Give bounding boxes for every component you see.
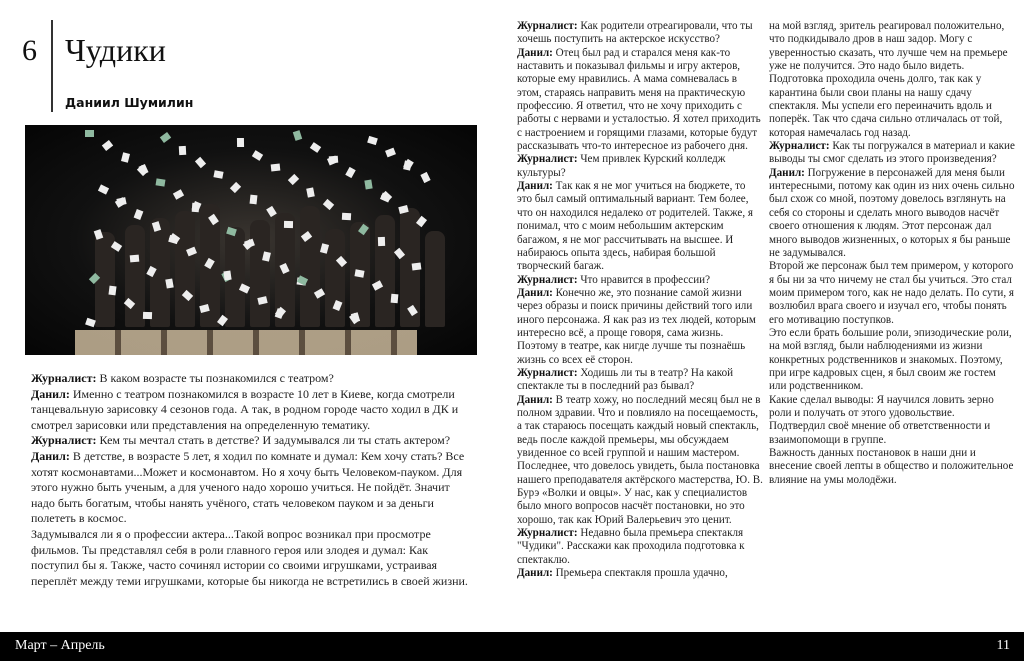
- flying-paper: [310, 142, 321, 153]
- speaker-label: Данил:: [517, 286, 553, 299]
- flying-paper: [420, 172, 430, 183]
- flying-paper: [412, 262, 422, 270]
- paragraph-text: Чем привлек Курский колледж культуры?: [517, 153, 726, 179]
- paragraph-text: Отец был рад и старался меня как-то наставить и показывал фильмы и игру актеров, которые ему нравились. А мама сомневалась в этом, стараясь направить меня на практическую профессию. Я ответил, что не хочу приходить с работы с нервами и усталостью. Я хотел приходить с настроением и горящими глазами, которые будут рассказывать что-то интересное из рабочего дня.: [517, 46, 761, 153]
- paragraph-text: Именно с театром познакомился в возрасте 10 лет в Киеве, когда смотрели танцевальную зарисовку 4 сезонов года. А так, в родном городе часто ходил в ДК и смотрел зарисовки или представления на определенную тематику.: [31, 386, 459, 432]
- flying-paper: [85, 130, 94, 137]
- speaker-label: Журналист:: [31, 433, 97, 448]
- speaker-label: Журналист:: [769, 140, 830, 153]
- flying-paper: [223, 271, 231, 281]
- flying-paper: [306, 187, 315, 197]
- flying-paper: [378, 237, 385, 246]
- actor-silhouette: [325, 229, 345, 327]
- paragraph-text: Второй же персонаж был тем примером, у которого я бы ни за что ничему не стал бы учиться. Это стал моим примером того, как не надо делать. По сути, я возлюбил врага своего и изучал его, чтобы понять его мотивацию поступков.: [769, 260, 1015, 326]
- flying-paper: [354, 269, 364, 277]
- interview-paragraph: [769, 260, 1015, 327]
- speaker-label: Данил:: [31, 386, 70, 401]
- actor-silhouette: [375, 215, 395, 327]
- interview-paragraph: [517, 153, 763, 180]
- paragraph-text: Подтвердил своё мнение об ответственности и взаимопомощи в группе.: [769, 420, 991, 446]
- paragraph-text: Недавно была премьера спектакля "Чудики". Расскажи как проходила подготовка к спектаклю.: [517, 527, 745, 566]
- interview-column-middle: [517, 20, 763, 580]
- paragraph-text: Подготовка проходила очень долго, так как у карантина были свои планы на нашу сдачу спектакля. Мы успели его переиначить вдоль и поперёк. Так что сдача сильно отличалась от той, которая намечалась год назад.: [769, 73, 1003, 139]
- flying-paper: [173, 189, 184, 199]
- interview-paragraph: [769, 327, 1015, 394]
- interview-paragraph: [517, 20, 763, 47]
- paragraph-text: на мой взгляд, зритель реагировал положительно, что подкидывало дров в наш задор. Могу с уверенностью сказать, что лучше чем на премьере уже не получится. Это надо было видеть.: [769, 20, 1008, 73]
- interview-paragraph: [769, 447, 1015, 487]
- paragraph-text: Ходишь ли ты в театр? На какой спектакле ты в последний раз бывал?: [517, 366, 734, 393]
- paragraph-text: Погружение в персонажей для меня были интересными, потому как один из них очень сильно был схож со мной, поэтому довелось взглянуть на себя со стороны и сделать много выводов насчёт своего отношения к людям. Этот персонаж дал много выводов жизненных, о которых я бы раньше не задумывался.: [769, 166, 1015, 259]
- paragraph-text: В детстве, в возрасте 5 лет, я ходил по комнате и думал: Кем хочу стать? Все хотят космонавтами...Может и космонавтом. Но я хочу быть Человеком-пауком. Для этого нужно быть ученым, а для ученого надо хорошо учиться. Не пойдёт. Значит надо быть богатым, чтобы нанять учёного, стать человеком пауком и за деньги полететь в космос.: [31, 448, 465, 526]
- paragraph-text: В каком возрасте ты познакомился с театром?: [96, 371, 334, 385]
- flying-paper: [179, 146, 186, 155]
- interview-paragraph: [31, 449, 471, 527]
- interview-paragraph: [517, 567, 763, 580]
- paragraph-text: Что нравится в профессии?: [577, 273, 711, 286]
- interview-paragraph: [517, 287, 763, 367]
- footer-bar: [0, 632, 1024, 661]
- issue-label: Март – Апрель: [15, 638, 105, 653]
- flying-paper: [98, 184, 109, 194]
- flying-paper: [266, 206, 277, 217]
- speaker-label: Журналист:: [517, 366, 578, 379]
- paragraph-text: Так как я не мог учиться на бюджете, то это был самый оптимальный вариант. Тем более, что он находился недалеко от родителей. Также, я понимал, что с моим небольшим актерским багажом, я не мог рассчитывать на высшее. И набираюсь опыта здесь, набирая большой творческий багаж.: [517, 180, 753, 273]
- speaker-label: Журналист:: [517, 153, 578, 166]
- flying-paper: [391, 294, 399, 304]
- speaker-label: Данил:: [517, 567, 553, 580]
- article-author: Даниил Шумилин: [65, 95, 194, 110]
- page-number: 11: [996, 638, 1010, 653]
- interview-paragraph: [769, 394, 1015, 421]
- flying-paper: [165, 278, 173, 288]
- flying-paper: [385, 148, 396, 158]
- actor-silhouette: [125, 225, 145, 327]
- interview-paragraph: [769, 167, 1015, 260]
- interview-paragraph: [517, 527, 763, 567]
- interview-paragraph: [769, 140, 1015, 167]
- flying-paper: [288, 174, 299, 185]
- flying-paper: [252, 150, 263, 161]
- flying-paper: [284, 221, 293, 228]
- interview-intro: [31, 371, 471, 589]
- flying-paper: [108, 286, 116, 296]
- flying-paper: [134, 209, 144, 220]
- interview-paragraph: [517, 274, 763, 287]
- actor-silhouette: [250, 220, 270, 327]
- flying-paper: [323, 199, 334, 210]
- actor-silhouette: [175, 211, 195, 327]
- flying-paper: [329, 156, 338, 164]
- flying-paper: [367, 136, 378, 145]
- flying-paper: [250, 195, 258, 205]
- flying-paper: [271, 164, 281, 172]
- interview-paragraph: [517, 180, 763, 273]
- flying-paper: [345, 167, 355, 178]
- speaker-label: Данил:: [517, 180, 553, 193]
- flying-paper: [116, 197, 126, 206]
- theatre-photo: [25, 125, 477, 355]
- interview-paragraph: [31, 371, 471, 387]
- stage-boxes: [75, 330, 417, 355]
- flying-paper: [121, 152, 130, 162]
- paragraph-text: Важность данных постановок в наши дни и внесение своей лепты в общество и положительное влияние на умы молодёжи.: [769, 447, 1014, 486]
- interview-paragraph: [31, 527, 471, 589]
- actor-silhouette: [425, 231, 445, 327]
- speaker-label: Журналист:: [517, 20, 578, 32]
- speaker-label: Данил:: [31, 448, 70, 463]
- flying-paper: [237, 138, 244, 147]
- interview-paragraph: [31, 387, 471, 434]
- interview-paragraph: [517, 394, 763, 527]
- flying-paper: [213, 170, 223, 179]
- flying-paper: [156, 178, 166, 186]
- flying-paper: [160, 132, 171, 143]
- paragraph-text: Это если брать большие роли, эпизодические роли, на мой взгляд, были наблюдениями из жизни конкретных родственников и знакомых. Поэтому, при игре кадровых сцен, я был своим же гостем или родственником.: [769, 326, 1012, 393]
- paragraph-text: В театр хожу, но последний месяц был не в полном здравии. Что и повлияло на посещаемость, а так стараюсь посещать каждый новый спектакль, ведь после каждой премьеры, мы обсуждаем увиденное со всей группой и нашим мастером. Последнее, что довелось увидеть, была постановка нашего преподавателя актёрского мастерства, Ю. В. Бурэ «Волки и овцы». У нас, как у специалистов было много вопросов насчёт постановки, но это хорошо, так как Юрий Валерьевич это ценит.: [517, 393, 763, 526]
- interview-paragraph: [769, 20, 1015, 73]
- flying-paper: [293, 130, 302, 141]
- flying-paper: [195, 157, 206, 168]
- flying-paper: [364, 180, 372, 190]
- paragraph-text: Кем ты мечтал стать в детстве? И задумывался ли ты стать актером?: [96, 433, 451, 448]
- speaker-label: Журналист:: [517, 527, 578, 540]
- paragraph-text: Премьера спектакля прошла удачно,: [552, 567, 728, 580]
- speaker-label: Данил:: [517, 393, 553, 406]
- paragraph-text: Задумывался ли я о профессии актера...Такой вопрос возникал при просмотре фильмов. Ты представлял себя в роли главного героя или злодея и думал: Как поступил бы я. Также, часто сочинял истории со своими игрушками, устраивая переплёт между теми игрушками, которые бы никогда не встретились в своей жизни.: [31, 526, 468, 588]
- flying-paper: [130, 255, 140, 263]
- paragraph-text: Как ты погружался в материал и какие выводы ты смог сделать из этого произведения?: [769, 140, 1015, 166]
- paragraph-text: Конечно же, это познание самой жизни через образы и поиск причины действий того или иного персонажа. Я как раз из тех людей, которым интересно всё, а проще говоря, сама жизнь. Поэтому в театре, как нигде лучше ты познаёшь жизнь со всех её сторон.: [517, 286, 756, 366]
- speaker-label: Данил:: [769, 166, 805, 179]
- interview-paragraph: [517, 47, 763, 154]
- flying-paper: [102, 140, 113, 151]
- interview-paragraph: [769, 420, 1015, 447]
- actor-silhouette: [300, 206, 320, 327]
- interview-paragraph: [517, 367, 763, 394]
- speaker-label: Журналист:: [517, 273, 578, 286]
- flying-paper: [230, 182, 241, 193]
- paragraph-text: Какие сделал выводы: Я научился ловить зерно роли и получать от этого удовольствие.: [769, 393, 994, 419]
- flying-paper: [342, 213, 351, 220]
- flying-paper: [186, 247, 197, 257]
- speaker-label: Данил:: [517, 46, 553, 59]
- title-divider: [51, 20, 53, 112]
- speaker-label: Журналист:: [31, 371, 97, 385]
- interview-paragraph: [769, 73, 1015, 140]
- article-title: Чудики: [65, 32, 166, 68]
- article-number: 6: [22, 34, 37, 67]
- interview-column-right: [769, 20, 1015, 487]
- paragraph-text: Как родители отреагировали, что ты хочешь поступить на актерское искусство?: [517, 20, 753, 46]
- flying-paper: [143, 312, 152, 319]
- interview-paragraph: [31, 433, 471, 449]
